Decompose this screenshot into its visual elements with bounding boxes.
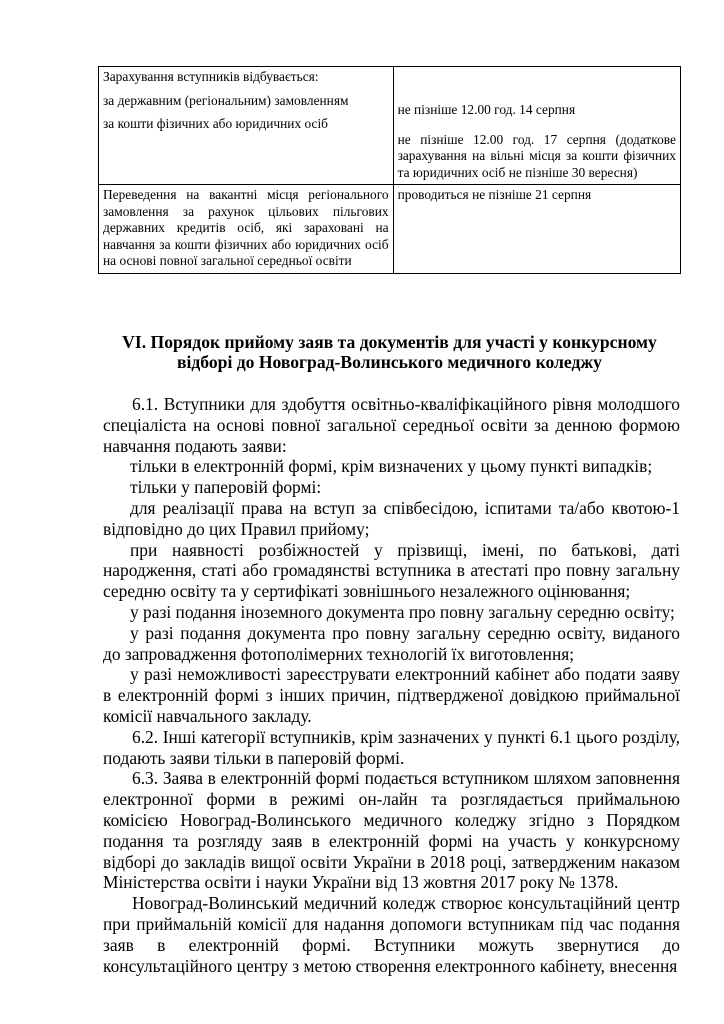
table-row bbox=[99, 67, 681, 185]
cell-text: не пізніше 12.00 год. 17 серпня (додаткове зарахування на вільні місця за кошти фізичних та юридичних осіб не пізніше 30 вересня) bbox=[397, 131, 676, 180]
admission-schedule-table bbox=[98, 66, 681, 274]
cell-text: проводиться не пізніше 21 серпня bbox=[397, 187, 592, 202]
paragraph: Новоград-Волинський медичний коледж створює консультаційний центр при приймальній комісії для надання допомоги вступникам під час подання заяв в електронній формі. Вступники можуть звернутися до консультаційного центру з метою створення електронного кабінету, внесення bbox=[103, 893, 680, 976]
cell-text: за державним (регіональним) замовленням bbox=[103, 92, 349, 108]
paragraph: 6.2. Інші категорії вступників, крім зазначених у пункті 6.1 цього розділу, подають заяви тільки в паперовій формі. bbox=[103, 726, 680, 768]
cell-text: Зарахування вступників відбувається: bbox=[103, 69, 319, 84]
paragraph: у разі подання документа про повну загальну середню освіту, виданого до запровадження фотополімерних технологій їх виготовлення; bbox=[103, 622, 680, 664]
table-cell bbox=[99, 67, 394, 185]
cell-text: за кошти фізичних або юридичних осіб bbox=[103, 116, 328, 131]
paragraph: для реалізації права на вступ за співбесідою, іспитами та/або квотою-1 відповідно до цих Правил прийому; bbox=[103, 497, 680, 539]
paragraph: при наявності розбіжностей у прізвищі, імені, по батькові, даті народження, статі або громадянстві вступника в атестаті про повну загальну середню освіту та у сертифікаті зовнішнього незалежного оцінювання; bbox=[103, 539, 680, 602]
section-title bbox=[98, 332, 681, 372]
body-text bbox=[103, 394, 680, 976]
table-cell bbox=[99, 185, 394, 274]
paragraph: 6.1. Вступники для здобуття освітньо-кваліфікаційного рівня молодшого спеціаліста на основі повної загальної середньої освіти за денною формою навчання подають заяви: bbox=[103, 394, 680, 456]
paragraph: тільки в електронній формі, крім визначених у цьому пункті випадків; bbox=[130, 456, 653, 477]
table-cell bbox=[393, 67, 680, 185]
paragraph: у разі подання іноземного документа про повну загальну середню освіту; bbox=[130, 601, 675, 622]
paragraph: у разі неможливості зареєструвати електронний кабінет або подати заяву в електронній формі з інших причин, підтвердженої довідкою приймальної комісії навчального закладу. bbox=[103, 664, 680, 726]
section-title-line: відборі до Новоград-Волинського медичного коледжу bbox=[177, 352, 602, 372]
section-title-line: VI. Порядок прийому заяв та документів для участі у конкурсному bbox=[122, 332, 657, 352]
table-cell bbox=[393, 185, 680, 274]
cell-text: не пізніше 12.00 год. 14 серпня bbox=[397, 102, 576, 117]
paragraph: 6.3. Заява в електронній формі подається вступником шляхом заповнення електронної форми в режимі он-лайн та розглядається приймальною комісією Новоград-Волинського медичного коледжу згідно з Порядком подання та розгляду заяв в електронній формі на участь у конкурсному відборі до закладів вищої освіти України в 2018 році, затвердженим наказом Міністерства освіти і науки України від 13 жовтня 2017 року № 1378. bbox=[103, 768, 680, 893]
cell-text: Переведення на вакантні місця регіонального замовлення за рахунок цільових пільгових державних кредитів осіб, які зараховані на навчання за кошти фізичних або юридичних осіб на основі повної загальної середньої освіти bbox=[103, 187, 389, 268]
table-row bbox=[99, 185, 681, 274]
paragraph: тільки у паперовій формі: bbox=[130, 477, 322, 498]
